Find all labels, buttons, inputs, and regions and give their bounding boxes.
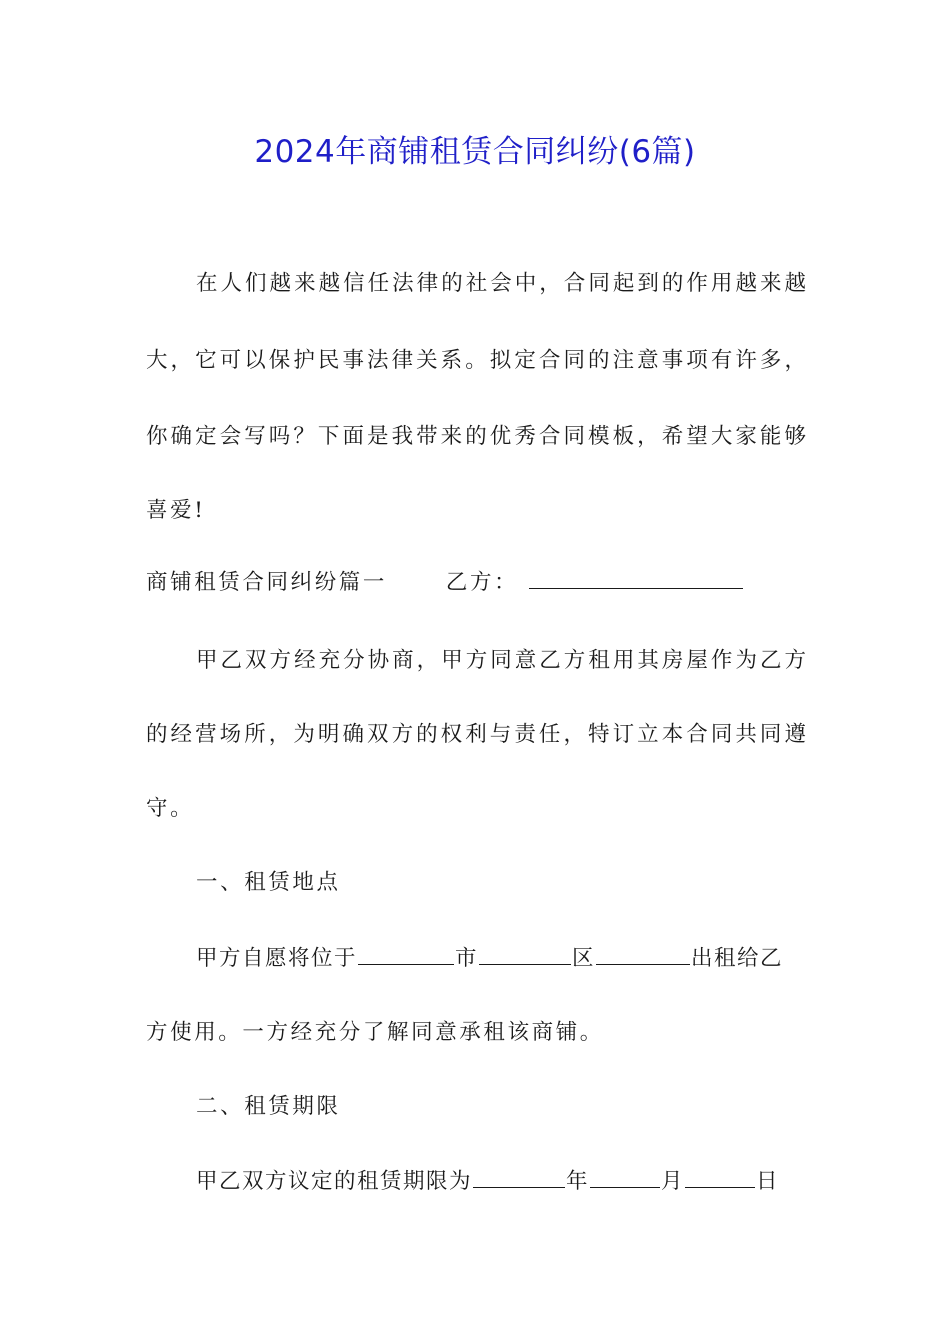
intro-line-3: 你确定会写吗？下面是我带来的优秀合同模板，希望大家能够 — [146, 424, 806, 449]
intro-line-1: 在人们越来越信任法律的社会中，合同起到的作用越来越 — [196, 271, 806, 296]
month-blank — [590, 1165, 660, 1188]
clause2-line-1 — [196, 1165, 806, 1199]
clause1-line-2: 方使用。一方经充分了解同意承租该商铺。 — [146, 1020, 604, 1045]
city-blank — [358, 942, 454, 965]
address-blank — [596, 942, 690, 965]
party-b-label: 乙方： — [445, 570, 519, 595]
section-heading: 商铺租赁合同纠纷篇一 — [146, 570, 388, 595]
year-blank — [473, 1165, 565, 1188]
year-label: 年 — [566, 1169, 590, 1194]
day-label: 日 — [756, 1169, 780, 1194]
para1-line-1: 甲乙双方经充分协商，甲方同意乙方租用其房屋作为乙方 — [196, 648, 806, 673]
clause1-line-1 — [196, 942, 806, 976]
para1-line-3: 守。 — [146, 796, 195, 821]
document-title: 2024年商铺租赁合同纠纷(6篇) — [254, 134, 696, 170]
clause1-suffix: 出租给乙 — [691, 946, 784, 971]
city-label: 市 — [455, 946, 479, 971]
day-blank — [685, 1165, 755, 1188]
clause1-heading: 一、租赁地点 — [196, 870, 341, 895]
month-label: 月 — [661, 1169, 685, 1194]
clause1-prefix: 甲方自愿将位于 — [196, 946, 358, 971]
district-label: 区 — [572, 946, 596, 971]
clause2-prefix: 甲乙双方议定的租赁期限为 — [196, 1169, 473, 1194]
intro-line-2: 大，它可以保护民事法律关系。拟定合同的注意事项有许多， — [146, 348, 806, 373]
party-b-blank — [529, 566, 743, 589]
intro-line-4: 喜爱! — [146, 498, 206, 523]
district-blank — [479, 942, 571, 965]
clause2-heading: 二、租赁期限 — [196, 1094, 341, 1119]
section-heading-row — [146, 566, 806, 600]
para1-line-2: 的经营场所，为明确双方的权利与责任，特订立本合同共同遵 — [146, 722, 806, 747]
